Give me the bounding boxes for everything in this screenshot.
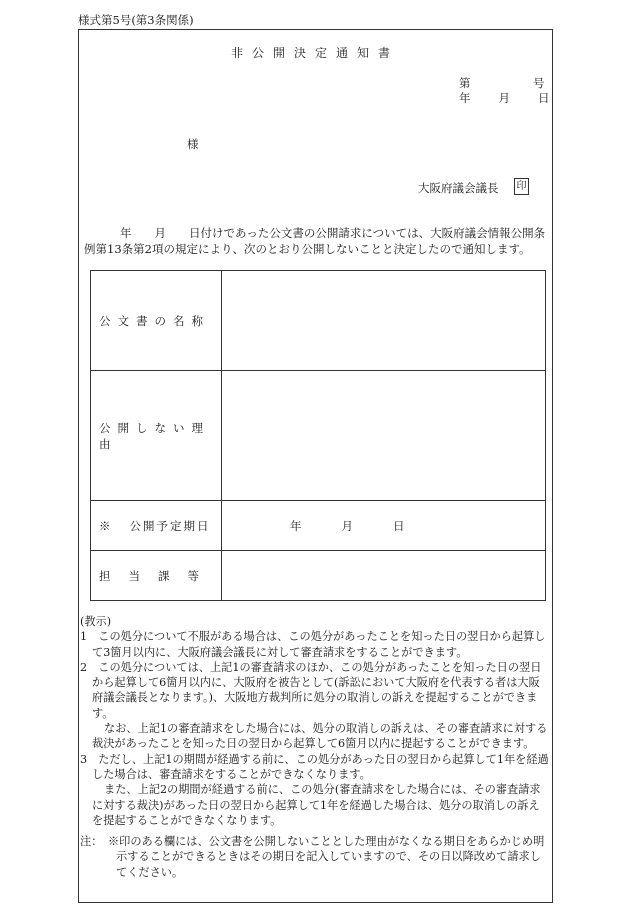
instructions — [80, 614, 550, 880]
row-label-disclosure-date-text: 公開予定期日 — [129, 518, 211, 533]
details-table — [90, 270, 546, 601]
asterisk-mark: ※ — [99, 518, 113, 533]
table-row — [91, 551, 546, 601]
doc-number-label: 第 — [459, 76, 471, 90]
sender: 大阪府議会議長 — [418, 181, 499, 195]
table-row — [91, 501, 546, 551]
footnote: 注： ※印のある欄には、公文書を公開しないこととした理由がなくなる期日をあらかじめ明示することができるときはその期日を記入していますので、その日以降改めて請求してください。 — [80, 835, 545, 879]
instruction-item-1: 1 この処分について不服がある場合は、この処分があったことを知った日の翌日から起算して3箇月以内に、大阪府議会議長に対して審査請求をすることができます。 — [80, 630, 546, 659]
issue-date-year: 年 — [459, 91, 471, 105]
instructions-heading: (教示) — [80, 615, 112, 628]
disclosure-date-year: 年 — [290, 518, 302, 533]
notice-body — [84, 225, 546, 257]
disclosure-date-day: 日 — [393, 518, 405, 533]
issue-date-day: 日 — [538, 91, 550, 105]
instruction-item-2-note: なお、上記1の審査請求をした場合には、処分の取消しの訴えは、その審査請求に対する裁決があったことを知った日の翌日から起算して6箇月以内に提起することができます。 — [92, 722, 548, 751]
row-label-department: 担当課等 — [91, 551, 222, 601]
field-disclosure-date — [222, 501, 546, 551]
seal-box: 印 — [514, 178, 529, 195]
field-document-name — [222, 271, 546, 371]
table-row — [91, 371, 546, 501]
row-label-nondisclosure-reason: 公開しない理由 — [91, 371, 222, 501]
addressee: 様 — [187, 137, 199, 151]
doc-number-suffix: 号 — [533, 76, 545, 90]
disclosure-date-month: 月 — [341, 518, 353, 533]
row-label-document-name: 公文書の名称 — [91, 271, 222, 371]
table-row — [91, 271, 546, 371]
issue-date — [459, 90, 550, 106]
instruction-item-2: 2 この処分については、上記1の審査請求のほか、この処分があったことを知った日の翌日から起算して6箇月以内に、大阪府を被告として(訴訟において大阪府を代表する者は大阪府議会議長となります。)、大阪地方裁判所に処分の取消しの訴えを提起することができます。 — [80, 660, 542, 720]
form-number: 様式第5号(第3条関係) — [78, 13, 194, 27]
issue-date-month: 月 — [498, 91, 510, 105]
notice-body-line1: 年 月 日付けであった公文書の公開請求については、大阪府議会情報公開条 — [120, 226, 546, 240]
field-department — [222, 551, 546, 601]
notice-body-line2: 例第13条第2項の規定により、次のとおり公開しないことと決定したので通知します。 — [84, 242, 531, 256]
field-nondisclosure-reason — [222, 371, 546, 501]
instruction-item-3: 3 ただし、上記1の期間が経過する前に、この処分があった日の翌日から起算して1年を経過した場合は、審査請求をすることができなくなります。 — [80, 752, 549, 781]
row-label-disclosure-date — [91, 501, 222, 551]
document-title: 非公開決定通知書 — [230, 46, 399, 60]
instruction-item-3-note: また、上記2の期間が経過する前に、この処分(審査請求をした場合には、その審査請求に対する裁決)があった日の翌日から起算して1年を経過した場合は、処分の取消しの訴えを提起することができなくなります。 — [92, 783, 541, 827]
